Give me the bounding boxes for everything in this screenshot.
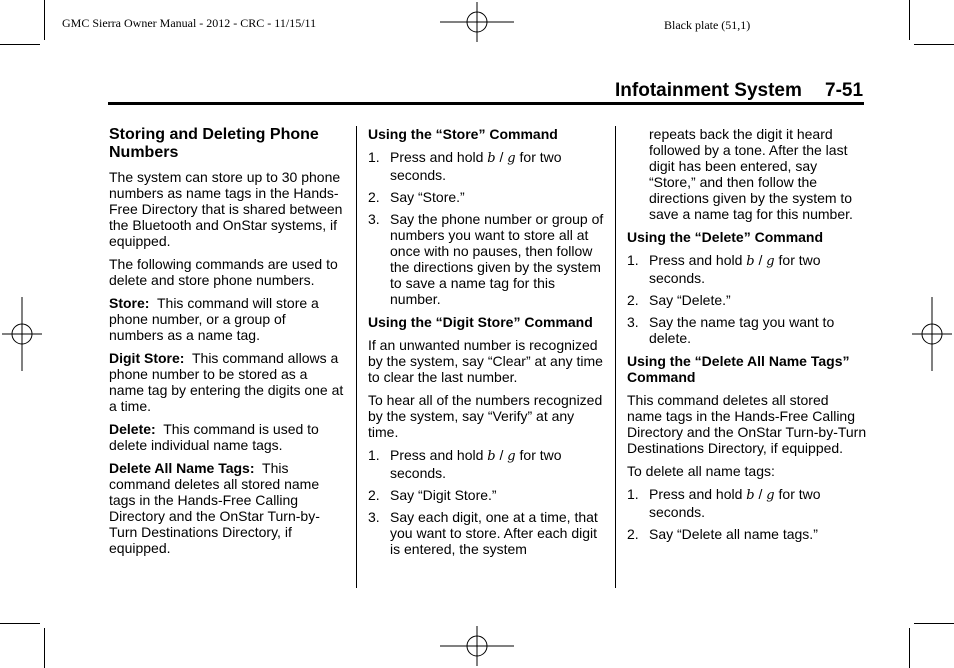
step-number: 3.: [368, 509, 380, 525]
term: Delete All Name Tags:: [109, 460, 255, 476]
term: Delete:: [109, 421, 156, 437]
list-item: [368, 189, 606, 205]
section-heading: Storing and Deleting Phone Numbers: [109, 126, 319, 161]
column-1: [109, 126, 344, 563]
list-item: [627, 486, 867, 520]
list-item: [368, 149, 606, 183]
delete-all-steps: [627, 486, 867, 542]
paragraph: If an unwanted number is recognized by the system, say “Clear” at any time to clear the last number.: [368, 337, 603, 385]
list-item: [627, 292, 867, 308]
icon-separator: /: [754, 486, 767, 502]
paragraph: The system can store up to 30 phone numbers as name tags in the Hands-Free Directory that is shared between the Bluetooth and OnStar systems, if equipped.: [109, 169, 343, 249]
definition-delete: [109, 421, 344, 453]
step-number: 2.: [627, 526, 639, 542]
voice-icon: g: [507, 449, 516, 464]
phone-icon: b: [746, 254, 755, 269]
definition-text: This command is used to delete individual name tags.: [109, 421, 319, 453]
term: Store:: [109, 295, 150, 311]
step-text: Say each digit, one at a time, that you want to store. After each digit is entered, the system: [390, 509, 598, 557]
definition-text: This command allows a phone number to be stored as a name tag by entering the digits one at a time.: [109, 350, 344, 414]
paragraph: This command deletes all stored name tags in the Hands-Free Calling Directory and the OnStar Turn-by-Turn Destinations Directory, if equipped.: [627, 392, 867, 456]
store-steps: [368, 149, 606, 307]
registration-mark-icon: [440, 626, 514, 666]
step-number: 3.: [368, 211, 380, 227]
list-item: [368, 211, 606, 307]
paragraph: [627, 126, 867, 222]
step-text: Say the phone number or group of numbers you want to store all at once with no pauses, then follow the directions given by the system to save a name tag for this number.: [390, 211, 604, 307]
definition-digit-store: [109, 350, 344, 414]
step-number: 3.: [627, 314, 639, 330]
section-title: Infotainment System: [615, 80, 802, 101]
crop-mark: [0, 623, 40, 624]
step-text: Press and hold: [390, 447, 484, 463]
column-divider: [356, 126, 357, 588]
list-item: [368, 447, 606, 481]
subheading-delete: Using the “Delete” Command: [627, 229, 824, 245]
page-number: 7-51: [825, 80, 864, 101]
subheading-digit-store: Using the “Digit Store” Command: [368, 314, 593, 330]
subheading-delete-all: Using the “Delete All Name Tags” Command: [627, 353, 850, 385]
column-2: [368, 126, 606, 564]
digit-store-steps: [368, 447, 606, 557]
step-text: for two seconds.: [390, 447, 562, 481]
list-item: [627, 526, 867, 542]
column-divider: [615, 126, 616, 588]
phone-icon: b: [487, 151, 496, 166]
step-number: 2.: [368, 189, 380, 205]
list-item: [627, 314, 867, 346]
step-text: Say “Delete all name tags.”: [649, 526, 818, 542]
step-text: Press and hold: [649, 486, 743, 502]
crop-mark: [909, 0, 910, 40]
step-text: Press and hold: [390, 149, 484, 165]
step-number: 2.: [627, 292, 639, 308]
voice-icon: g: [766, 254, 775, 269]
crop-mark: [914, 623, 954, 624]
step-number: 1.: [627, 486, 639, 502]
icon-separator: /: [754, 252, 767, 268]
step-text: for two seconds.: [649, 486, 821, 520]
definition-text: This command will store a phone number, or a group of numbers as a name tag.: [109, 295, 319, 343]
definition-store: [109, 295, 344, 343]
icon-separator: /: [495, 149, 508, 165]
step-text: Say “Digit Store.”: [390, 487, 497, 503]
crop-mark: [914, 44, 954, 45]
paragraph: The following commands are used to delete and store phone numbers.: [109, 256, 338, 288]
step-number: 2.: [368, 487, 380, 503]
header-rule: [108, 102, 864, 105]
definition-delete-all: [109, 460, 344, 556]
crop-mark: [44, 0, 45, 40]
crop-mark: [0, 44, 40, 45]
registration-mark-icon: [440, 2, 514, 42]
definition-text: This command deletes all stored name tags in the Hands-Free Calling Directory and the OnStar Turn-by-Turn Destinations Directory, if equipped.: [109, 460, 320, 556]
delete-steps: [627, 252, 867, 346]
plate-info: Black plate (51,1): [664, 18, 751, 32]
step-text: for two seconds.: [390, 149, 562, 183]
step-number: 1.: [368, 149, 380, 165]
paragraph: To delete all name tags:: [627, 463, 775, 479]
step-continuation: repeats back the digit it heard followed by a tone. After the last digit has been entered, say “Store,” and then follow the directions given by the system to save a name tag for this number.: [649, 126, 853, 222]
phone-icon: b: [746, 488, 755, 503]
document-info: GMC Sierra Owner Manual - 2012 - CRC - 11/15/11: [62, 16, 317, 30]
step-text: Press and hold: [649, 252, 743, 268]
icon-separator: /: [495, 447, 508, 463]
crop-mark: [909, 628, 910, 668]
list-item: [368, 509, 606, 557]
phone-icon: b: [487, 449, 496, 464]
step-text: Say the name tag you want to delete.: [649, 314, 835, 346]
step-text: Say “Store.”: [390, 189, 465, 205]
step-number: 1.: [368, 447, 380, 463]
step-number: 1.: [627, 252, 639, 268]
voice-icon: g: [507, 151, 516, 166]
list-item: [368, 487, 606, 503]
crop-mark: [44, 628, 45, 668]
subheading-store: Using the “Store” Command: [368, 126, 558, 142]
list-item: [627, 252, 867, 286]
registration-mark-icon: [2, 297, 42, 371]
step-text: for two seconds.: [649, 252, 821, 286]
step-text: Say “Delete.”: [649, 292, 731, 308]
paragraph: To hear all of the numbers recognized by the system, say “Verify” at any time.: [368, 392, 603, 440]
column-3: [627, 126, 867, 549]
registration-mark-icon: [912, 297, 952, 371]
voice-icon: g: [766, 488, 775, 503]
term: Digit Store:: [109, 350, 185, 366]
